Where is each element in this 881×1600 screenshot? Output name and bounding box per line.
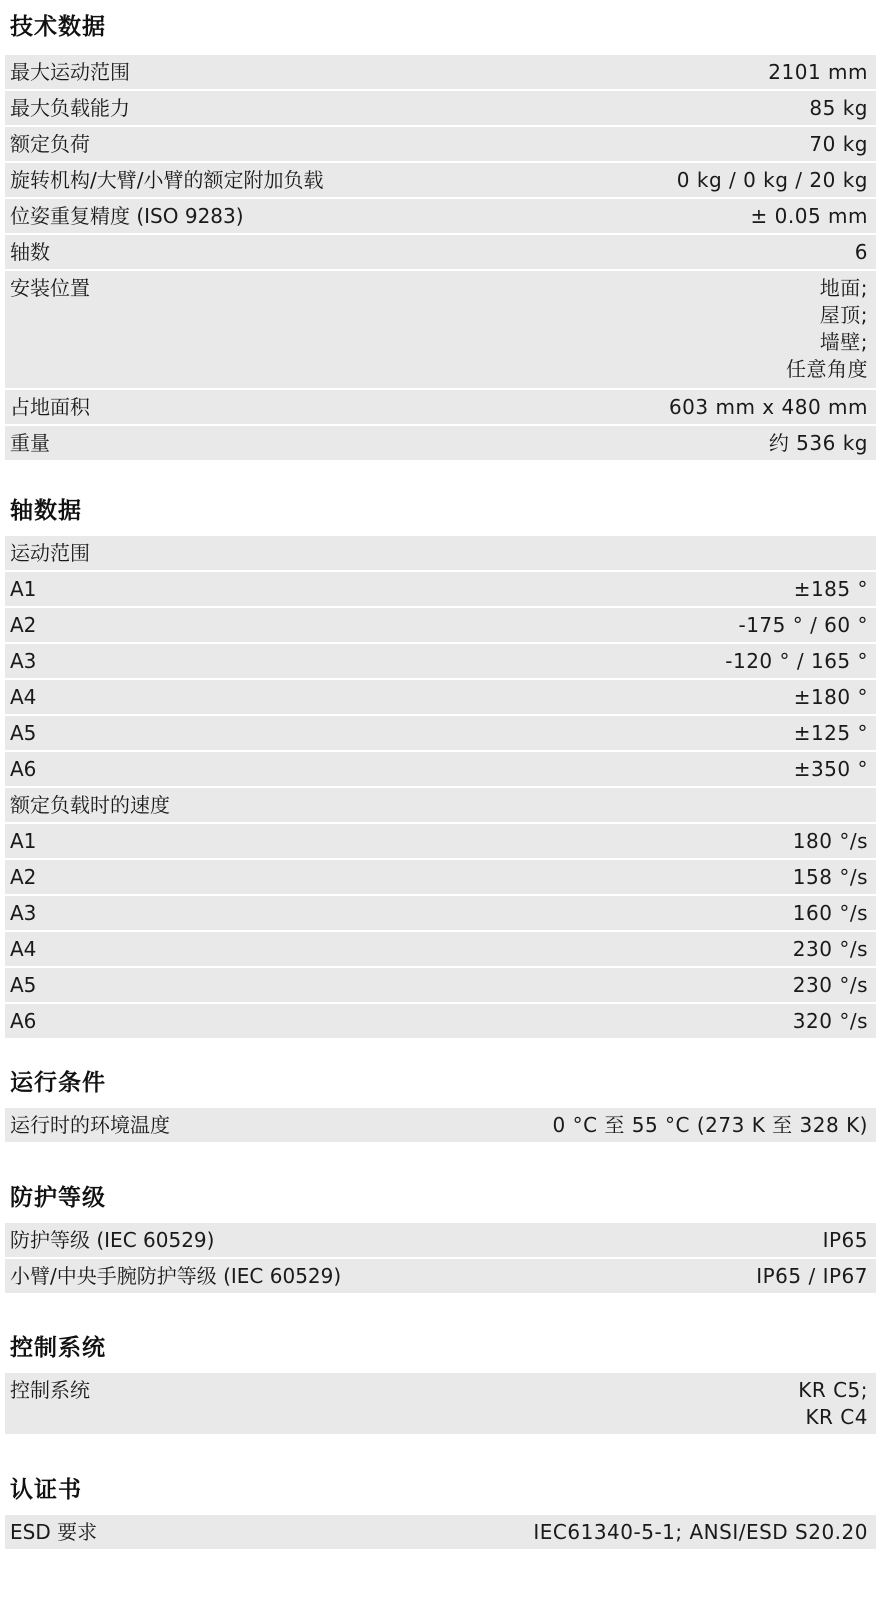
row-value: 6 — [854, 240, 868, 264]
section-title-cert: 认证书 — [10, 1477, 82, 1503]
table-row — [5, 1259, 876, 1295]
row-label: A4 — [10, 685, 37, 709]
table-control — [5, 1373, 876, 1436]
section-title-axis: 轴数据 — [10, 498, 82, 524]
row-label: A2 — [10, 613, 37, 637]
row-value: 70 kg — [809, 132, 868, 156]
row-label: A1 — [10, 577, 37, 601]
table-row — [5, 426, 876, 462]
table-row — [5, 91, 876, 127]
table-row — [5, 860, 876, 896]
table-row — [5, 390, 876, 426]
row-value: 320 °/s — [792, 1009, 868, 1033]
row-label: ESD 要求 — [10, 1520, 98, 1544]
row-value: IEC61340-5-1; ANSI/ESD S20.20 — [533, 1520, 868, 1544]
row-value: ±350 ° — [793, 757, 868, 781]
row-value: 158 °/s — [792, 865, 868, 889]
row-value: 180 °/s — [792, 829, 868, 853]
table-protection — [5, 1223, 876, 1295]
row-label: A4 — [10, 937, 37, 961]
table-tech — [5, 55, 876, 462]
row-value: 160 °/s — [792, 901, 868, 925]
row-label: A3 — [10, 649, 37, 673]
row-label: A6 — [10, 1009, 37, 1033]
table-row — [5, 1515, 876, 1551]
row-value-multiline — [798, 1377, 868, 1431]
row-label: 小臂/中央手腕防护等级 (IEC 60529) — [10, 1264, 342, 1288]
row-label: 额定负荷 — [10, 132, 90, 156]
row-label: 额定负载时的速度 — [10, 793, 170, 817]
row-value: IP65 / IP67 — [756, 1264, 868, 1288]
table-row — [5, 572, 876, 608]
table-row — [5, 716, 876, 752]
row-label: 重量 — [10, 431, 50, 455]
row-value: 2101 mm — [768, 60, 868, 84]
row-label: 控制系统 — [10, 1378, 90, 1402]
mount-any-angle: 任意角度 — [786, 357, 868, 381]
table-row — [5, 199, 876, 235]
row-value: ±125 ° — [793, 721, 868, 745]
row-value: ±185 ° — [793, 577, 868, 601]
table-row — [5, 536, 876, 572]
row-label: A1 — [10, 829, 37, 853]
table-row — [5, 127, 876, 163]
section-title-operating: 运行条件 — [10, 1070, 106, 1096]
row-label: 运动范围 — [10, 541, 90, 565]
controller-kr-c4: KR C4 — [805, 1405, 868, 1429]
table-row — [5, 644, 876, 680]
table-row — [5, 55, 876, 91]
table-row — [5, 1223, 876, 1259]
mount-wall: 墙壁; — [819, 330, 868, 354]
row-value: 230 °/s — [792, 973, 868, 997]
row-value: -175 ° / 60 ° — [738, 613, 868, 637]
table-row — [5, 1373, 876, 1436]
row-value: 230 °/s — [792, 937, 868, 961]
row-value: ±180 ° — [793, 685, 868, 709]
section-title-tech: 技术数据 — [10, 14, 106, 40]
row-value: 603 mm x 480 mm — [668, 395, 868, 419]
table-row — [5, 824, 876, 860]
table-cert — [5, 1515, 876, 1551]
table-row — [5, 752, 876, 788]
table-row — [5, 1108, 876, 1144]
mount-floor: 地面; — [819, 276, 868, 300]
table-row — [5, 680, 876, 716]
row-label: 旋转机构/大臂/小臂的额定附加负载 — [10, 168, 324, 192]
row-label: 最大负载能力 — [10, 96, 130, 120]
controller-kr-c5: KR C5; — [798, 1378, 868, 1402]
row-value-multiline — [786, 275, 868, 383]
table-row — [5, 968, 876, 1004]
row-value: IP65 — [822, 1228, 868, 1252]
row-value: ± 0.05 mm — [750, 204, 868, 228]
row-label: 位姿重复精度 (ISO 9283) — [10, 204, 244, 228]
table-row — [5, 608, 876, 644]
table-operating — [5, 1108, 876, 1144]
row-value: -120 ° / 165 ° — [725, 649, 868, 673]
table-row — [5, 932, 876, 968]
table-row — [5, 896, 876, 932]
row-label: A6 — [10, 757, 37, 781]
table-row — [5, 788, 876, 824]
row-label: 最大运动范围 — [10, 60, 130, 84]
row-label: 运行时的环境温度 — [10, 1113, 170, 1137]
row-value: 85 kg — [809, 96, 868, 120]
row-label: A3 — [10, 901, 37, 925]
table-row — [5, 1004, 876, 1040]
table-row — [5, 235, 876, 271]
table-axis — [5, 536, 876, 1040]
row-label: 轴数 — [10, 240, 50, 264]
row-label: A5 — [10, 721, 37, 745]
row-label: 占地面积 — [10, 395, 90, 419]
row-label: A2 — [10, 865, 37, 889]
table-row — [5, 163, 876, 199]
table-row — [5, 271, 876, 390]
row-label: 安装位置 — [10, 276, 90, 300]
section-title-control: 控制系统 — [10, 1335, 106, 1361]
row-value: 0 °C 至 55 °C (273 K 至 328 K) — [552, 1113, 868, 1137]
row-label: A5 — [10, 973, 37, 997]
row-label: 防护等级 (IEC 60529) — [10, 1228, 215, 1252]
mount-ceiling: 屋顶; — [819, 303, 868, 327]
section-title-protection: 防护等级 — [10, 1185, 106, 1211]
row-value: 约 536 kg — [768, 431, 868, 455]
row-value: 0 kg / 0 kg / 20 kg — [676, 168, 868, 192]
